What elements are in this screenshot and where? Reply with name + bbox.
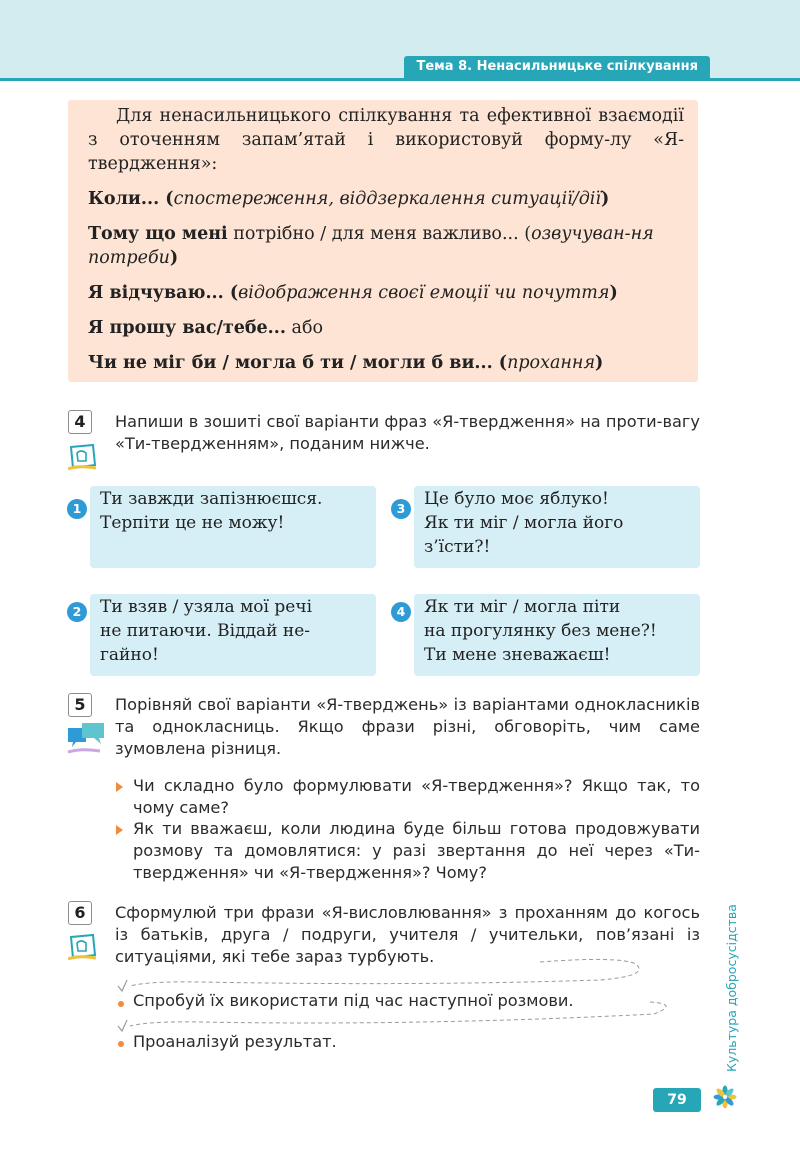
- notebook-writing-icon: [68, 441, 102, 471]
- statement-card-1: Ти завжди запізнюєшся. Терпіти це не можу!: [90, 486, 376, 568]
- statement-number-2: 2: [67, 602, 87, 622]
- step-marker: [118, 1001, 124, 1007]
- page-number: 79: [653, 1088, 701, 1112]
- task-5-question-2: Як ти вважаєш, коли людина буде більш готова продовжувати розмову та домовлятися: у разі звертання до неї через «Ти-твердження» чи «Я-твердження»? Чому?: [133, 819, 700, 882]
- task-5-text: Порівняй свої варіанти «Я-тверджень» із варіантами однокласників та однокласниць. Якщо фрази різні, обговоріть, чим саме зумовлена різниця.: [115, 695, 700, 758]
- formula-intro: Для ненасильницького спілкування та ефективної взаємодії з оточенням запам’ятай і використовуй форму-лу «Я-твердження»:: [88, 106, 684, 174]
- statement-card-3: Це було моє яблуко! Як ти міг / могла його з’їсти?!: [414, 486, 700, 568]
- formula-line-because: Тому що мені потрібно / для меня важливо... (озвучуван-ня потреби): [88, 224, 654, 268]
- bullet-marker: [116, 782, 123, 792]
- formula-line-when: Коли... (спостереження, віддзеркалення ситуації/дії): [88, 189, 610, 209]
- step-marker: [118, 1041, 124, 1047]
- statement-number-4: 4: [391, 602, 411, 622]
- task-6-number: 6: [68, 901, 92, 925]
- statement-number-1: 1: [67, 499, 87, 519]
- bullet-marker: [116, 825, 123, 835]
- formula-box: [68, 100, 698, 382]
- task-5-number: 5: [68, 693, 92, 717]
- statement-card-2: Ти взяв / узяла мої речі не питаючи. Віддай не- гайно!: [90, 594, 376, 676]
- flower-icon: [713, 1085, 737, 1109]
- discussion-icon: [66, 720, 108, 756]
- statement-card-4: Як ти міг / могла піти на прогулянку без мене?! Ти мене зневажаєш!: [414, 594, 700, 676]
- notebook-writing-icon: [68, 931, 102, 961]
- formula-line-ask: Я прошу вас/тебе... або: [88, 318, 324, 338]
- task-6-step-1: Спробуй їх використати під час наступної розмови.: [133, 991, 574, 1010]
- topic-label: Тема 8. Ненасильницьке спілкування: [404, 56, 710, 78]
- formula-line-feel: Я відчуваю... (відображення своєї емоції чи почуття): [88, 283, 618, 303]
- task-6-text: Сформулюй три фрази «Я-висловлювання» з проханням до когось із батьків, друга / подруги, учителя / учительки, пов’язані із ситуаціями, які тебе зараз турбують.: [115, 903, 700, 966]
- task-6-step-2: Проаналізуй результат.: [133, 1032, 337, 1051]
- task-4-number: 4: [68, 410, 92, 434]
- task-5-question-1: Чи складно було формулювати «Я-твердження»? Якщо так, то чому саме?: [133, 776, 700, 817]
- task-4-text: Напиши в зошиті свої варіанти фраз «Я-твердження» на проти-вагу «Ти-твердженням», поданим нижче.: [115, 412, 700, 453]
- side-section-label: Культура добросусідства: [724, 904, 739, 1072]
- formula-line-request: Чи не міг би / могла б ти / могли б ви... (прохання): [88, 353, 604, 373]
- statement-number-3: 3: [391, 499, 411, 519]
